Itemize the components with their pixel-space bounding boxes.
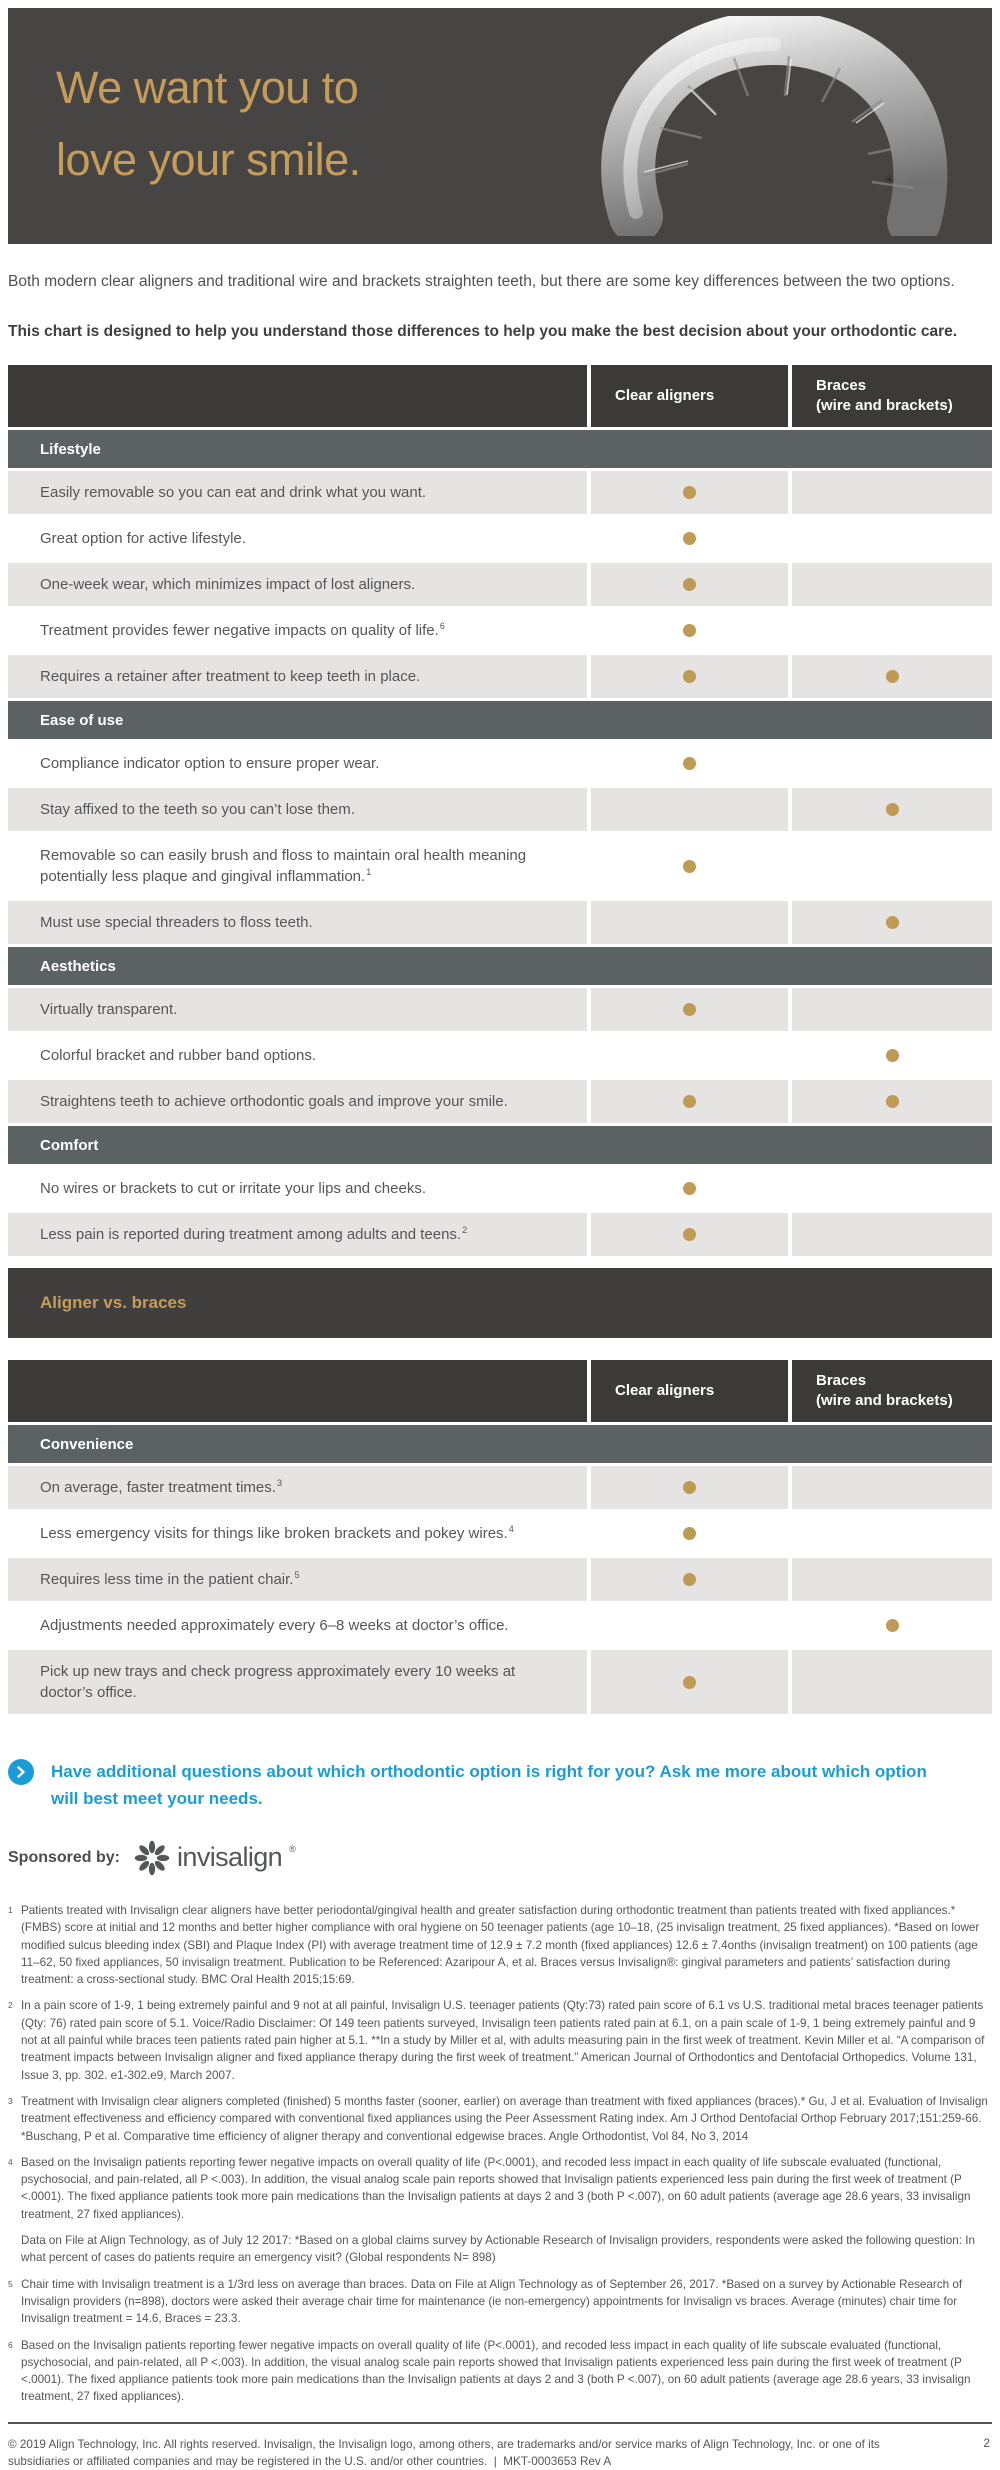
table-row-label: Requires a retainer after treatment to keep teeth in place. — [8, 655, 587, 698]
gold-dot-icon — [683, 1228, 696, 1241]
braces-cell — [792, 1558, 992, 1601]
footnote-2: 2 In a pain score of 1-9, 1 being extremely painful and 9 not at all painful, Invisalign U.S. teenager patients (Qty:73) rated pain score of 6.1 vs U.S. traditional metal braces teenager patients (Qty: 76) rated pain score of 5.1. Voice/Radio Disclaimer: Of 149 teen patients surveyed, Invisalign teen patients rated pain at 6.1, on a pain scale of 1-9, 1 being extremely painful and 9 not at all painful while braces teen patients rated pain higher at 5.1. **In a study by Miller et al, with adults measuring pain in the first week of treatment. Kevin Miller et al. “A comparison of treatment impacts between Invisalign aligner and fixed appliance therapy during the first week of treatment.” American Journal of Orthodontics and Dentofacial Orthopedics. Volume 131, Issue 3, pp. 302. e1-302.e9, March 2007. — [8, 1999, 985, 2082]
aligners-cell — [591, 1034, 788, 1077]
footer-divider: | — [493, 2455, 497, 2469]
section-header-aesthetics: Aesthetics — [8, 947, 992, 985]
braces-cell — [792, 1512, 992, 1555]
intro-emphasis: This chart is designed to help you understand those differences to help you make the best decision about your orthodontic care. — [8, 323, 958, 340]
hero-banner — [8, 8, 992, 244]
gold-dot-icon — [886, 1049, 899, 1062]
gold-dot-icon — [683, 1527, 696, 1540]
callout — [8, 1758, 948, 1812]
table-row-label: Pick up new trays and check progress approximately every 10 weeks at doctor’s office. — [8, 1650, 587, 1714]
table2-header-braces: Braces (wire and brackets) — [792, 1360, 992, 1422]
hero-title — [56, 52, 361, 196]
aligners-cell — [591, 788, 788, 831]
chevron-right-icon — [8, 1759, 34, 1785]
invisalign-logo — [134, 1840, 296, 1876]
invisalign-wordmark: invisalign — [177, 1842, 283, 1872]
table2-header-aligners: Clear aligners — [591, 1360, 788, 1422]
gold-dot-icon — [683, 1481, 696, 1494]
footnote-5: 5 Chair time with Invisalign treatment is a 1/3rd less on average than braces. Data on File at Align Technology as of September 26, 2017. *Based on a survey by Actionable Research of Invisalign providers (n=898), doctors were asked their average chair time for maintenance (ie non-emergency) appointments for Invisalign vs braces. Average (minutes) chair time for Invisalign treatment = 14.6, Braces = 23.3. — [8, 2277, 963, 2326]
gold-dot-icon — [886, 916, 899, 929]
aligners-cell — [591, 834, 788, 898]
braces-cell — [792, 1604, 992, 1647]
section-header-ease-of-use: Ease of use — [8, 701, 992, 739]
braces-cell — [792, 1650, 992, 1714]
hero-title-line1: We want you to — [56, 62, 359, 113]
footnote-4-continued: Data on File at Align Technology, as of July 12 2017: *Based on a global claims survey by Actionable Research of Invisalign providers, respondents were asked the following question: In what percent of cases do patients require an emergency visit? (Global respondents N= 898) — [21, 2234, 975, 2265]
table-row-label: Straightens teeth to achieve orthodontic goals and improve your smile. — [8, 1080, 587, 1123]
braces-cell — [792, 609, 992, 652]
aligners-cell — [591, 1650, 788, 1714]
aligners-cell — [591, 563, 788, 606]
braces-cell — [792, 742, 992, 785]
gold-dot-icon — [683, 1182, 696, 1195]
aligners-cell — [591, 655, 788, 698]
braces-cell — [792, 988, 992, 1031]
table-row-label: Must use special threaders to floss teeth. — [8, 901, 587, 944]
aligners-cell — [591, 988, 788, 1031]
aligners-cell — [591, 517, 788, 560]
aligners-cell — [591, 609, 788, 652]
intro-paragraph: Both modern clear aligners and traditional wire and brackets straighten teeth, but there are some key differences between the two options. — [8, 273, 955, 290]
page-footer — [8, 2422, 992, 2470]
aligners-cell — [591, 1604, 788, 1647]
braces-cell — [792, 1034, 992, 1077]
gold-dot-icon — [886, 1095, 899, 1108]
gold-dot-icon — [683, 670, 696, 683]
footnotes — [8, 1902, 992, 2406]
table-row-label: Virtually transparent. — [8, 988, 587, 1031]
table1-header-braces: Braces (wire and brackets) — [792, 365, 992, 427]
aligner-vs-braces-banner: Aligner vs. braces — [8, 1268, 992, 1338]
comparison-table-1 — [8, 365, 992, 1256]
section-header-lifestyle: Lifestyle — [8, 430, 992, 468]
gold-dot-icon — [683, 1095, 696, 1108]
comparison-table-2 — [8, 1360, 992, 1714]
hero-title-line2: love your smile. — [56, 134, 361, 185]
table-row-label: Great option for active lifestyle. — [8, 517, 587, 560]
table-row-label: Colorful bracket and rubber band options. — [8, 1034, 587, 1077]
table-row-label: Adjustments needed approximately every 6–8 weeks at doctor’s office. — [8, 1604, 587, 1647]
braces-cell — [792, 517, 992, 560]
gold-dot-icon — [683, 532, 696, 545]
section-header-convenience: Convenience — [8, 1425, 992, 1463]
braces-cell — [792, 655, 992, 698]
table1-header-aligners: Clear aligners — [591, 365, 788, 427]
aligners-cell — [591, 1080, 788, 1123]
footnote-6: 6 Based on the Invisalign patients reporting fewer negative impacts on overall quality of life (P<.0001), and recoded less impact in each quality of life subscale evaluated (functional, psychosocial, and pain-related, all P <.003). In addition, the visual analog scale pain reports showed that Invisalign patients experienced less pain during the first week of treatment (P <.0001). The fixed appliance patients took more pain medications than the Invisalign patients at days 2 and 3 (both P <.007), on 60 adult patients (average age 28.6 years, 33 invisalign treatment, 27 fixed appliances). — [8, 2338, 971, 2404]
gold-dot-icon — [683, 1573, 696, 1586]
aligners-cell — [591, 901, 788, 944]
gold-dot-icon — [683, 757, 696, 770]
table-row-label: On average, faster treatment times.$^3$ — [8, 1466, 587, 1509]
table-row-label: Requires less time in the patient chair.$^5$ — [8, 1558, 587, 1601]
table1-header-empty — [8, 365, 587, 427]
braces-cell — [792, 563, 992, 606]
braces-cell — [792, 1466, 992, 1509]
registered-mark: ® — [289, 1844, 296, 1854]
gold-dot-icon — [886, 670, 899, 683]
aligners-cell — [591, 1466, 788, 1509]
invisalign-starburst-icon — [134, 1840, 170, 1876]
aligners-cell — [591, 1512, 788, 1555]
clear-aligner-photo — [584, 16, 974, 236]
footnote-3: 3 Treatment with Invisalign clear aligners completed (finished) 5 months faster (sooner, earlier) on average than treatment with fixed appliances (braces).* Gu, J et al. Evaluation of Invisalign treatment effectiveness and efficiency compared with conventional fixed appliances using the Peer Assessment Rating index. Am J Orthod Dentofacial Orthop February 2017;151:259-66. *Buschang, P et al. Comparative time efficiency of aligner therapy and conventional edgewise braces. Angle Orthodontist, Vol 84, No 3, 2014 — [8, 2094, 988, 2143]
braces-cell — [792, 834, 992, 898]
table-row-label: One-week wear, which minimizes impact of lost aligners. — [8, 563, 587, 606]
sponsored-by-label: Sponsored by: — [8, 1849, 121, 1866]
gold-dot-icon — [683, 1003, 696, 1016]
gold-dot-icon — [886, 1619, 899, 1632]
aligners-cell — [591, 742, 788, 785]
aligner-etched-mark: ✳ — [884, 172, 895, 187]
table-row-label: No wires or brackets to cut or irritate your lips and cheeks. — [8, 1167, 587, 1210]
intro — [8, 270, 992, 343]
page-number: 2 — [983, 2435, 990, 2450]
braces-cell — [792, 1167, 992, 1210]
aligners-cell — [591, 1167, 788, 1210]
gold-dot-icon — [683, 486, 696, 499]
document-code: MKT-0003653 Rev A — [503, 2455, 612, 2469]
footnote-1: 1 Patients treated with Invisalign clear aligners have better periodontal/gingival health and greater satisfaction during orthodontic treatment than patients treated with fixed appliances.* (FMBS) score at initial and 12 months and better higher compliance with oral hygiene on 50 teenager patients (age 10–18, (25 invisalign treatment, 25 fixed appliances). *Based on lower modified sulcus bleeding index (SBI) and Plaque Index (PI) with average treatment time of 12.9 ± 7.2 month (fixed appliances) 12.6 ± 7.4onths (invisalign treatment) on 100 patients (age 11–62, 50 fixed appliances, 50 invisalign treatment. Publication to be Referenced: Azaripour A, et al. Braces versus Invisalign®: gingival parameters and patients’ satisfaction during treatment: a cross-sectional study. BMC Oral Health 2015;15:69. — [8, 1904, 980, 1987]
section-header-comfort: Comfort — [8, 1126, 992, 1164]
gold-dot-icon — [683, 624, 696, 637]
gold-dot-icon — [683, 578, 696, 591]
copyright-text: © 2019 Align Technology, Inc. All rights reserved. Invisalign, the Invisalign logo, among others, are trademarks and/or service marks of Align Technology, Inc. or one of its subsidiaries or affiliated companies and may be registered in the U.S. and/or other countries. | MKT-0003653 Rev A — [8, 2437, 880, 2469]
table-row-label: Less emergency visits for things like broken brackets and pokey wires.$^4$ — [8, 1512, 587, 1555]
braces-cell — [792, 1213, 992, 1256]
footnote-4: 4 Based on the Invisalign patients reporting fewer negative impacts on overall quality of life (P<.0001), and recoded less impact in each quality of life subscale evaluated (functional, psychosocial, and pain-related, all P <.003). In addition, the visual analog scale pain reports showed that Invisalign patients experienced less pain during the first week of treatment (P <.0001). The fixed appliance patients took more pain medications than the Invisalign patients at days 2 and 3 (both P <.007), on 60 adult patients (average age 28.6 years, 33 invisalign treatment, 27 fixed appliances). Data on File at Align Technology, as of July 12 2017: *Based on a global claims survey by Actionable Research of Invisalign providers, respondents were asked the following question: In what percent of cases do patients require an emergency visit? (Global respondents N= 898) — [8, 2154, 992, 2267]
braces-cell — [792, 471, 992, 514]
table-row-label: Easily removable so you can eat and drink what you want. — [8, 471, 587, 514]
table2-header-empty — [8, 1360, 587, 1422]
table-row-label: Treatment provides fewer negative impacts on quality of life.$^6$ — [8, 609, 587, 652]
braces-cell — [792, 1080, 992, 1123]
braces-cell — [792, 788, 992, 831]
table-row-label: Less pain is reported during treatment among adults and teens.$^2$ — [8, 1213, 587, 1256]
table-row-label: Stay affixed to the teeth so you can’t lose them. — [8, 788, 587, 831]
gold-dot-icon — [683, 1676, 696, 1689]
aligners-cell — [591, 1558, 788, 1601]
sponsor-row — [8, 1840, 992, 1876]
gold-dot-icon — [683, 860, 696, 873]
braces-cell — [792, 901, 992, 944]
aligners-cell — [591, 471, 788, 514]
table-row-label: Compliance indicator option to ensure proper wear. — [8, 742, 587, 785]
aligners-cell — [591, 1213, 788, 1256]
gold-dot-icon — [886, 803, 899, 816]
table-row-label: Removable so can easily brush and floss to maintain oral health meaning potentially less plaque and gingival inflammation.$^1$ — [8, 834, 587, 898]
callout-text: Have additional questions about which orthodontic option is right for you? Ask me more about which option will best meet your needs. — [51, 1762, 927, 1808]
